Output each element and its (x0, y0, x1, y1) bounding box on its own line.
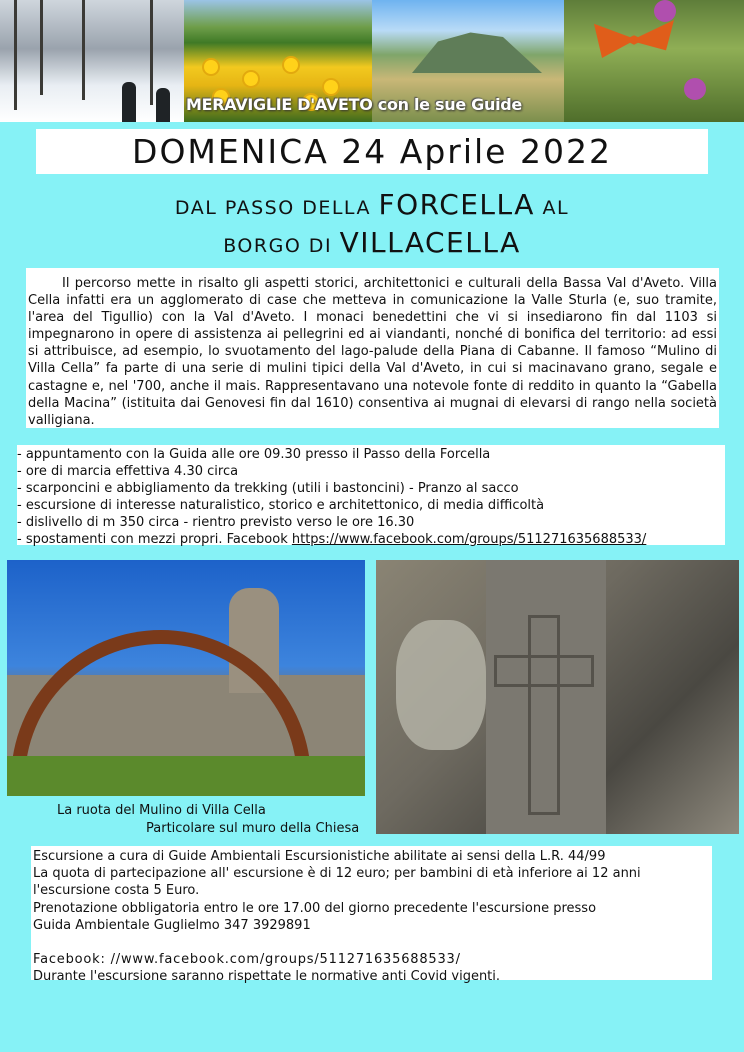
carved-cross-vertical (528, 615, 560, 815)
detail-item: - appuntamento con la Guida alle ore 09.30 presso il Passo della Forcella (17, 447, 491, 462)
photo-caption-right: Particolare sul muro della Chiesa (146, 821, 360, 836)
photo-caption-left: La ruota del Mulino di Villa Cella (57, 803, 266, 818)
covid-notice: Durante l'escursione saranno rispettate le normative anti Covid vigenti. (33, 969, 501, 985)
carved-cross-horizontal (494, 655, 594, 687)
tree-trunk (14, 0, 17, 110)
butterfly-photo (564, 0, 744, 122)
detail-item (17, 531, 725, 548)
tree-trunk (40, 0, 43, 95)
detail-item: - scarponcini e abbigliamento da trekking (utili i bastoncini) - Pranzo al sacco (17, 481, 519, 496)
flower-shape (684, 78, 706, 100)
facebook-address: Facebook: //www.facebook.com/groups/511271635688533/ (33, 952, 461, 968)
flower-shape (204, 60, 218, 74)
tree-trunk (82, 0, 85, 100)
flower-shape (244, 72, 258, 86)
lichen-patch (396, 620, 486, 750)
hiker-figure (156, 88, 170, 122)
title-text-small: DAL PASSO DELLA (174, 197, 379, 219)
flower-shape (284, 58, 298, 72)
flower-shape (324, 80, 338, 94)
detail-item: - ore di marcia effettiva 4.30 circa (17, 464, 239, 479)
intro-text: Il percorso mette in risalto gli aspetti storici, architettonici e culturali della Bassa Val d'Aveto. Villa Cella infatti era un agglomerato di case che metteva in comunicazione la Valle Sturla (e, suo tramite, l'area del Tigullio) con la Val d'Aveto. I monaci benedettini che vi si insediarono fin dal 1103 si impegnarono in opere di assistenza ai pellegrini ed ai viandanti, nonché di bonifica del territorio: ad essi si attribuisce, ad esempio, lo svuotamento del lago-palude della Piana di Cabanne. Il famoso “Mulino di Villa Cella” fa parte di una serie di mulini tipici della Val d'Aveto, in cui si macinavano grano, segale e castagne e, nel '700, anche il mais. Rappresentavano una notevole fonte di reddito in quanto la “Gabella della Macina” (istituita dai Genovesi fin dal 1610) consentiva ai mugnai di elevarsi di rango nella società valligiana. (28, 276, 717, 428)
church-wall-photo (376, 560, 739, 834)
mountain-shape (412, 28, 542, 73)
hiker-figure (122, 82, 136, 122)
mill-wheel-photo (7, 560, 365, 796)
tree-trunk (150, 0, 153, 105)
grass-shape (7, 756, 365, 796)
detail-item: - dislivello di m 350 circa - rientro previsto verso le ore 16.30 (17, 515, 415, 530)
flower-shape (654, 0, 676, 22)
title-text-small: AL (534, 197, 570, 219)
banner-title: MERAVIGLIE D'AVETO con le sue Guide (186, 95, 522, 114)
info-line: Prenotazione obbligatoria entro le ore 17.00 del giorno precedente l'escursione presso (33, 900, 597, 916)
intro-paragraph (26, 268, 719, 428)
title-text-small: BORGO DI (223, 235, 340, 257)
title-text-big: FORCELLA (378, 188, 535, 221)
facebook-link[interactable]: https://www.facebook.com/groups/511271635688533/ (291, 532, 647, 547)
info-line: La quota di partecipazione all' escursione è di 12 euro; per bambini di età inferiore ai 12 anni l'escursione costa 5 Euro. (33, 866, 641, 899)
info-line: Escursione a cura di Guide Ambientali Escursionistiche abilitate ai sensi della L.R. 44/99 (33, 849, 606, 864)
detail-item: - escursione di interesse naturalistico, storico e architettonico, di media difficoltà (17, 498, 545, 513)
snowy-forest-photo (0, 0, 184, 122)
butterfly-shape (594, 20, 674, 58)
event-title-line-2 (0, 226, 744, 259)
event-date: DOMENICA 24 Aprile 2022 (36, 129, 708, 174)
info-line: Guida Ambientale Guglielmo 347 3929891 (33, 917, 311, 933)
event-title-line-1 (0, 188, 744, 221)
title-text-big: VILLACELLA (339, 226, 521, 259)
detail-text: - spostamenti con mezzi propri. Facebook (17, 532, 292, 547)
excursion-details (17, 445, 725, 545)
booking-info (31, 846, 712, 985)
photo-banner (0, 0, 744, 122)
